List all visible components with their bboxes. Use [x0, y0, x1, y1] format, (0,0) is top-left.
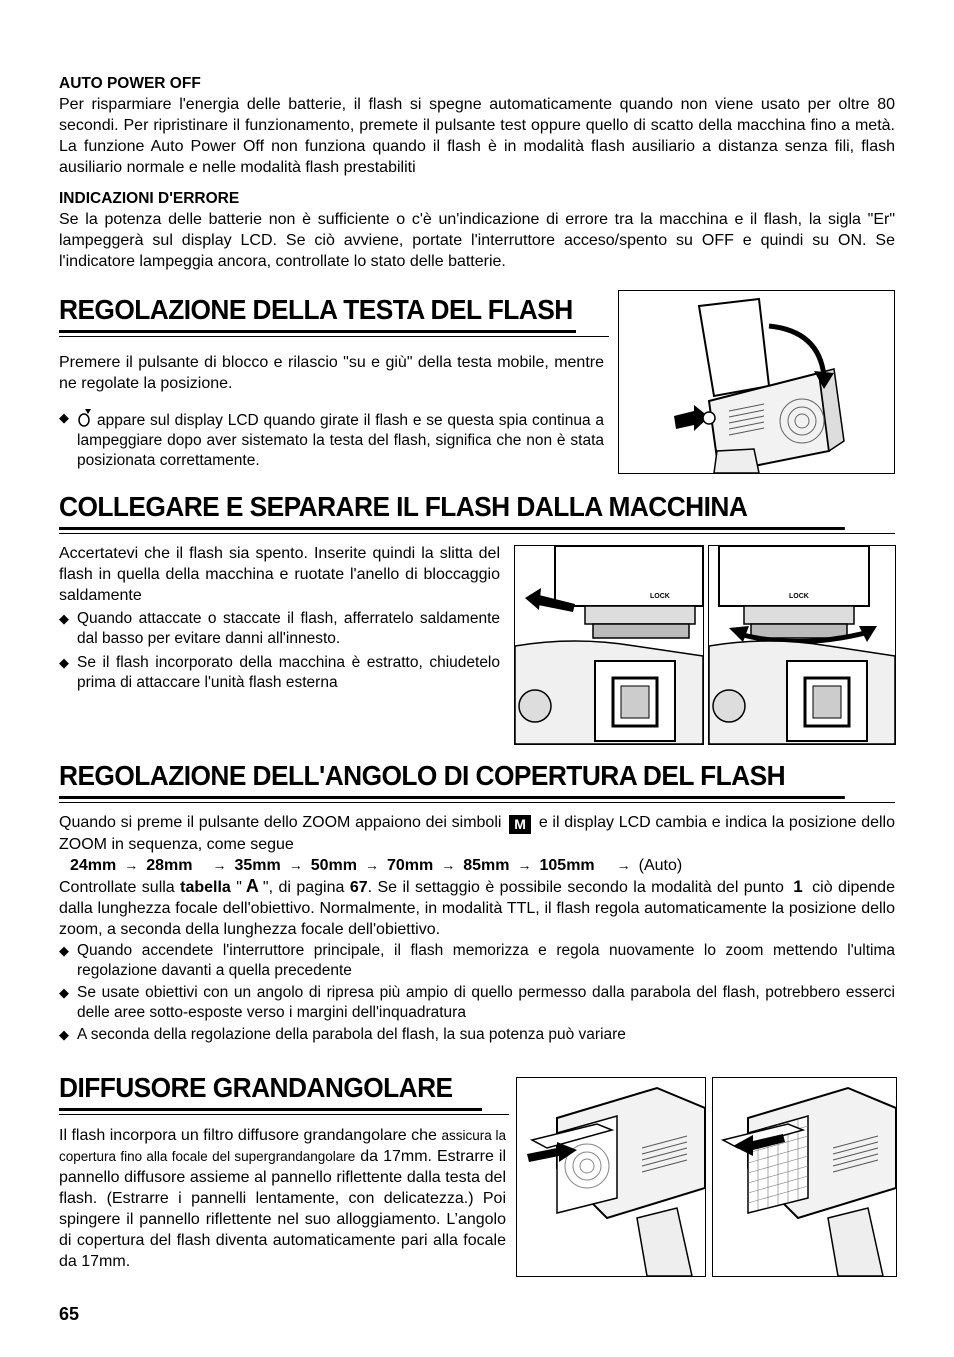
arrow-right-icon: →: [365, 857, 379, 873]
zoom-sequence: [59, 855, 895, 876]
heading-underline: [59, 1114, 509, 1115]
zoom-step: 70mm: [387, 857, 434, 874]
head-adjust-title: REGOLAZIONE DELLA TESTA DEL FLASH: [59, 294, 576, 333]
zoom-step: 28mm: [146, 857, 193, 874]
arrow-right-icon: →: [517, 857, 532, 873]
zoom-auto: (Auto): [638, 857, 683, 874]
zoom-bullet: ◆ Quando accendete l'interruttore principale, il flash memorizza e regola nuovamente lo zoom mettendo l'ultima regolazione davanti a quella precedente: [59, 941, 895, 981]
attach-text: Accertatevi che il flash sia spento. Inserite quindi la slitta del flash in quella della macchina e ruotate l'anello di bloccaggio saldamente: [59, 545, 500, 604]
lock-label: LOCK: [650, 593, 670, 600]
zoom-text-2c: ", di pagina: [262, 879, 345, 896]
diffuser-insert-illustration: [713, 1078, 896, 1276]
zoom-step: 24mm: [70, 857, 117, 874]
heading-underline: [59, 533, 895, 534]
table-ref: tabella: [180, 879, 231, 896]
table-symbol: A: [245, 876, 259, 896]
quote-open: ": [236, 879, 242, 896]
zoom-step: 105mm: [539, 857, 595, 874]
lock-label: LOCK: [789, 593, 809, 600]
auto-power-off-section: [59, 74, 895, 178]
attach-body: [59, 543, 500, 693]
auto-power-off-heading: AUTO POWER OFF: [59, 75, 201, 92]
arrow-right-icon: →: [124, 857, 139, 873]
arrow-right-icon: →: [212, 857, 227, 873]
flash-head-figure: [618, 290, 895, 474]
attach-figure-left: [514, 545, 704, 745]
zoom-text-1b: e il display LCD cambia e indica la posizione dello ZOOM in sequenza, come segue: [59, 814, 896, 853]
auto-power-off-text: Per risparmiare l'energia delle batterie, il flash si spegne automaticamente quando non viene usato per oltre 80 secondi. Per ripristinare il funzionamento, premete il pulsante test oppure quello di scatto della macchina fino a metà. La funzione Auto Power Off non funziona quando il flash è in modalità flash ausiliario a distanza senza fili, flash ausiliario normale e nelle modalità flash prestabiliti: [59, 96, 895, 176]
diffuser-figure-right: [712, 1077, 897, 1277]
attach-heading-block: [59, 491, 895, 534]
camera-flash-illustration: [515, 546, 703, 744]
zoom-bullet: ◆ A seconda della regolazione della parabola del flash, la sua potenza può variare: [59, 1025, 895, 1045]
diffuser-extract-illustration: [517, 1078, 705, 1276]
diffuser-body: [59, 1125, 506, 1272]
arrow-right-icon: →: [441, 857, 456, 873]
error-text: Se la potenza delle batterie non è sufficiente o c'è un'indicazione di errore tra la macchina e il flash, la sigla "Er" lampeggerà sul display LCD. Se ciò avviene, portate l'interruttore acceso/spento su OFF e quindi su ON. Se l'indicatore lampeggia ancora, controllate lo stato delle batterie.: [59, 211, 895, 270]
error-section: [59, 189, 895, 272]
head-adjust-body: [59, 352, 604, 471]
arrow-right-icon: →: [288, 857, 303, 873]
diffuser-text: [59, 1125, 506, 1272]
attach-figure-right: [708, 545, 896, 745]
diffuser-figure-left: [516, 1077, 706, 1277]
head-adjust-bullet: [59, 408, 604, 471]
zoom-text-2e: ciò dipende dalla lunghezza focale dell'obiettivo. Normalmente, in modalità TTL, il flash regola automaticamente la posizione dello zoom, a seconda della lunghezza focale dell'obiettivo.: [59, 879, 895, 938]
zoom-heading-block: [59, 760, 895, 803]
diffuser-heading-block: [59, 1072, 509, 1115]
flash-head-illustration: [619, 291, 894, 473]
diffuser-text-c: da 17mm. Estrarre il pannello diffusore assieme al pannello riflettente dalla testa del flash. (Estrarre i pannelli lentamente, con delicatezza.) Poi spingere il pannello riflettente nel suo alloggiamento. L’angolo di copertura del flash diventa automaticamente pari alla focale da 17mm.: [59, 1148, 507, 1270]
diffuser-text-b: assicura la copertura fino alla focale del supergrandangolare: [59, 1128, 506, 1164]
zoom-step: 85mm: [463, 857, 510, 874]
diffuser-text-a: Il flash incorpora un filtro diffusore grandangolare che: [59, 1127, 437, 1144]
attach-bullet: ◆ Quando attaccate o staccate il flash, afferratelo saldamente dal basso per evitare danni all'innesto.: [59, 609, 500, 649]
zoom-bullet: ◆ Se usate obiettivi con un angolo di ripresa più ampio di quello permesso dalla parabola del flash, potrebbero esserci delle aree sotto-esposte verso i margini dell'inquadratura: [59, 983, 895, 1023]
attach-bullet: ◆ Se il flash incorporato della macchina è estratto, chiudetelo prima di attaccare l'unità flash esterna: [59, 653, 500, 693]
attach-title: COLLEGARE E SEPARARE IL FLASH DALLA MACCHINA: [59, 491, 845, 530]
head-adjust-heading-block: [59, 294, 609, 337]
zoom-text-2d: . Se il settaggio è possibile secondo la modalità del punto: [367, 879, 784, 896]
diffuser-title: DIFFUSORE GRANDANGOLARE: [59, 1072, 482, 1111]
zoom-text-2: [59, 876, 895, 940]
zoom-step: 50mm: [310, 857, 357, 874]
m-symbol: M: [509, 815, 531, 834]
zoom-text-1: [59, 812, 895, 855]
zoom-text-1a: Quando si preme il pulsante dello ZOOM appaiono dei simboli: [59, 814, 502, 831]
page-number: 65: [59, 1304, 80, 1324]
page-ref: 67: [349, 879, 368, 896]
head-adjust-text: Premere il pulsante di blocco e rilascio "su e giù" della testa mobile, mentre ne regolate la posizione.: [59, 354, 604, 392]
zoom-step: 35mm: [234, 857, 281, 874]
zoom-body: [59, 812, 895, 1045]
head-adjust-bullet-text: appare sul display LCD quando girate il flash e se questa spia continua a lampeggiare dopo aver sistemato la testa del flash, significa che non è stata posizionata correttamente.: [77, 412, 604, 469]
point-ref: 1: [793, 877, 803, 896]
zoom-title: REGOLAZIONE DELL'ANGOLO DI COPERTURA DEL FLASH: [59, 760, 845, 799]
zoom-text-2a: Controllate sulla: [59, 879, 175, 896]
camera-flash-rotate-illustration: [709, 546, 895, 744]
flash-warning-icon: [77, 408, 93, 428]
arrow-right-icon: →: [616, 857, 631, 873]
heading-underline: [59, 336, 609, 337]
error-heading: INDICAZIONI D'ERRORE: [59, 190, 240, 207]
heading-underline: [59, 802, 895, 803]
